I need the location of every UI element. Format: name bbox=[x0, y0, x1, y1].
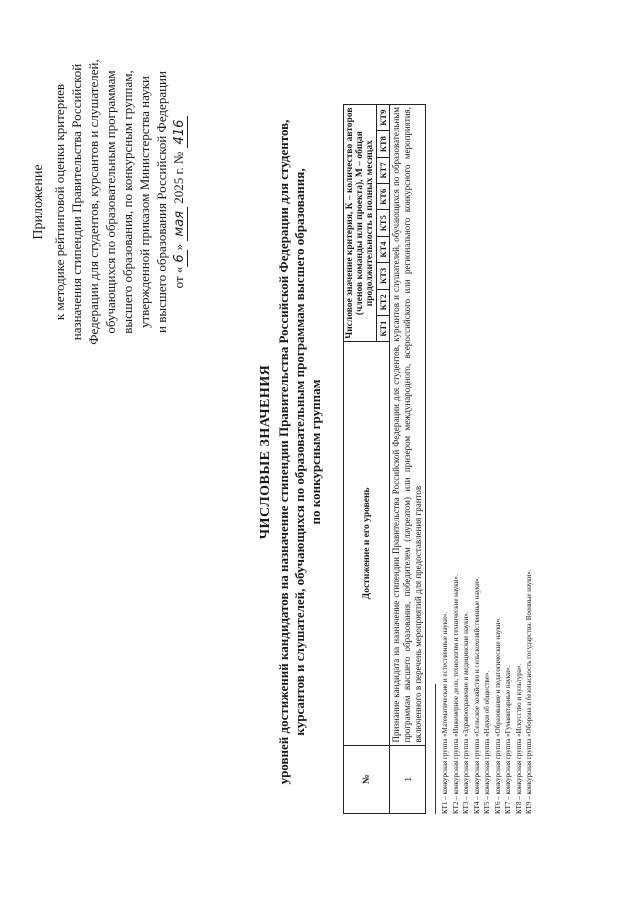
appendix-date-line bbox=[170, 22, 188, 382]
footnotes bbox=[435, 94, 535, 814]
header-kt8: КТ8 bbox=[377, 131, 390, 157]
heading-title: ЧИСЛОВЫЕ ЗНАЧЕНИЯ bbox=[258, 364, 273, 540]
footnote: КТ5 – конкурсная группа «Науки об обществе». bbox=[483, 670, 491, 814]
header-kt2: КТ2 bbox=[377, 289, 390, 315]
document-heading bbox=[258, 32, 324, 872]
header-kt9: КТ9 bbox=[377, 105, 390, 131]
date-day: 6 bbox=[172, 250, 188, 266]
date-mid: » bbox=[171, 243, 186, 251]
footnote: КТ1 – конкурсная группа «Математические и естественные науки». bbox=[441, 611, 449, 814]
appendix-line: высшего образования, по конкурсным группам, bbox=[120, 70, 135, 334]
appendix-block bbox=[30, 22, 188, 382]
appendix-line: к методике рейтинговой оценки критериев bbox=[52, 83, 67, 321]
footnote: КТ9 – конкурсная группа «Оборона и безопасность государства. Военные науки». bbox=[525, 569, 533, 814]
header-kt1: КТ1 bbox=[377, 315, 390, 341]
appendix-line: и высшего образования Российской Федерации bbox=[154, 71, 169, 333]
footnote: КТ7 – конкурсная группа «Гуманитарные науки». bbox=[504, 665, 512, 814]
header-kt5: КТ5 bbox=[377, 210, 390, 236]
table-header-row bbox=[344, 105, 377, 814]
header-kt4: КТ4 bbox=[377, 236, 390, 262]
footnote: КТ4 – конкурсная группа «Сельское хозяйство и сельскохозяйственные науки». bbox=[472, 576, 481, 814]
date-year: 2025 г. № bbox=[171, 151, 186, 204]
header-achievement: Достижение и его уровень bbox=[344, 342, 390, 745]
heading-line: уровней достижений кандидатов на назначение стипендии Правительства Российской Федерации для студентов, bbox=[276, 119, 291, 785]
order-number: 416 bbox=[172, 116, 188, 149]
header-number: № bbox=[344, 745, 390, 813]
criteria-table bbox=[343, 104, 426, 814]
appendix-line: назначения стипендии Правительства Российской bbox=[69, 63, 84, 341]
appendix-title: Приложение bbox=[31, 164, 46, 240]
appendix-line: обучающихся по образовательным программам bbox=[103, 70, 118, 334]
date-prefix: от « bbox=[171, 266, 186, 289]
appendix-line: утвержденной приказом Министерства науки bbox=[137, 75, 152, 329]
footnote: КТ2 – конкурсная группа «Инженерное дело, технологии и технические науки». bbox=[451, 574, 460, 814]
footnote: КТ6 – конкурсная группа «Образование и педагогические науки». bbox=[493, 617, 502, 814]
table-row bbox=[390, 105, 426, 814]
header-kt6: КТ6 bbox=[377, 184, 390, 210]
date-month: мая bbox=[172, 207, 188, 241]
footnote-separator bbox=[435, 684, 436, 814]
footnote: КТ8 – конкурсная группа «Искусство и культура». bbox=[514, 663, 523, 814]
footnote: КТ3 – конкурсная группа «Здравоохранение и медицинские науки». bbox=[462, 611, 470, 814]
header-value: Числовое значение критерия, К – количество авторов (членов команды или проекта), М – общая продолжительность в полных месяцах bbox=[344, 105, 377, 342]
header-kt3: КТ3 bbox=[377, 263, 390, 289]
row-text: Признание кандидата на назначение стипендии Правительства Российской Федерации для студентов, курсантов и слушателей, обучающихся по образовательным программам высшего образования, победителем (лауреатом) или призером международного, всероссийского или регионального конкурсного мероприятия, включенного в перечень мероприятий для предоставления грантов bbox=[390, 105, 426, 746]
row-number: 1 bbox=[390, 745, 426, 813]
header-kt7: КТ7 bbox=[377, 157, 390, 183]
heading-line: по конкурсным группам bbox=[308, 379, 323, 525]
heading-line: курсантов и слушателей, обучающихся по образовательным программам высшего образования, bbox=[292, 168, 307, 736]
appendix-line: Федерации для студентов, курсантов и слушателей, bbox=[86, 59, 101, 345]
